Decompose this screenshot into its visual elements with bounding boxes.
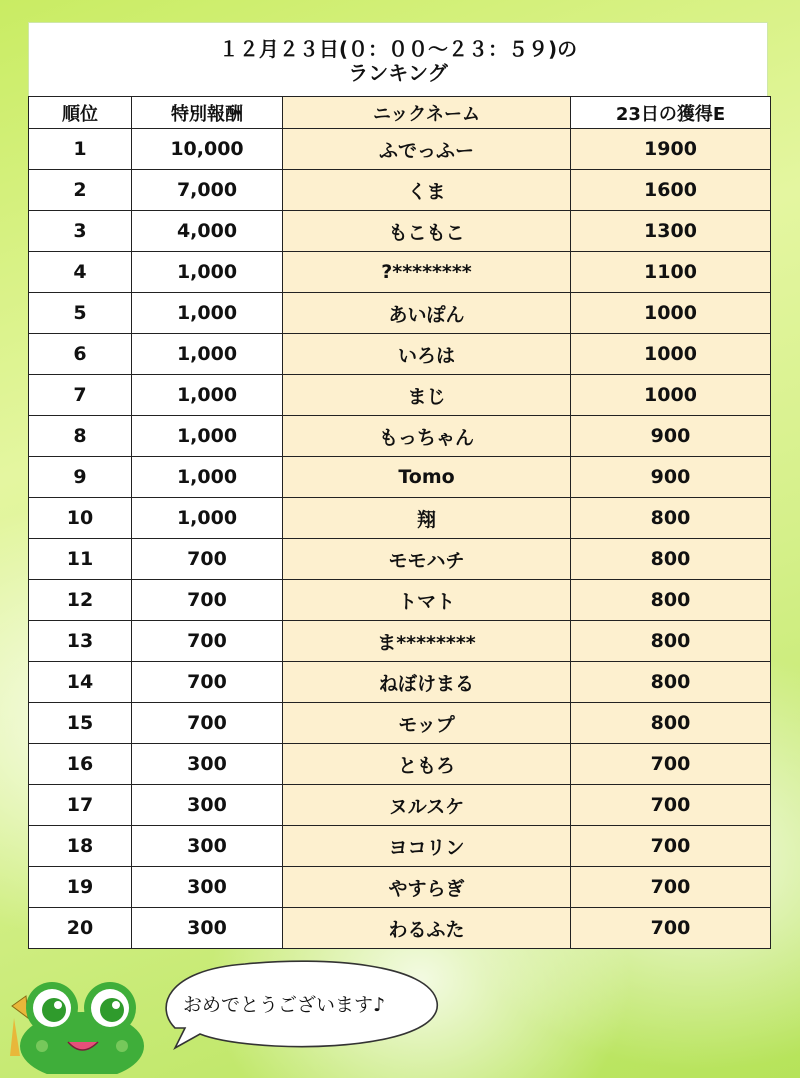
reward-cell: 700 (132, 539, 283, 580)
rank-cell: 19 (29, 867, 132, 908)
earned-cell: 700 (571, 908, 771, 949)
nickname-cell: もっちゃん (283, 416, 571, 457)
earned-cell: 1000 (571, 334, 771, 375)
header-earned: 23日の獲得E (571, 97, 771, 129)
header-nickname: ニックネーム (283, 97, 571, 129)
earned-cell: 900 (571, 416, 771, 457)
reward-cell: 1,000 (132, 375, 283, 416)
table-row (29, 744, 771, 785)
earned-cell: 700 (571, 867, 771, 908)
earned-cell: 800 (571, 498, 771, 539)
table-row (29, 293, 771, 334)
reward-cell: 300 (132, 908, 283, 949)
earned-cell: 800 (571, 539, 771, 580)
rank-cell: 5 (29, 293, 132, 334)
rank-cell: 16 (29, 744, 132, 785)
reward-cell: 700 (132, 580, 283, 621)
earned-cell: 900 (571, 457, 771, 498)
table-row (29, 908, 771, 949)
rank-cell: 18 (29, 826, 132, 867)
rank-cell: 9 (29, 457, 132, 498)
nickname-cell: ヨコリン (283, 826, 571, 867)
header-reward: 特別報酬 (132, 97, 283, 129)
table-body (29, 129, 771, 949)
earned-cell: 1600 (571, 170, 771, 211)
reward-cell: 7,000 (132, 170, 283, 211)
table-header-row (29, 97, 771, 129)
nickname-cell: ヌルスケ (283, 785, 571, 826)
rank-cell: 8 (29, 416, 132, 457)
table-row (29, 703, 771, 744)
earned-cell: 800 (571, 580, 771, 621)
nickname-cell: ふでっふー (283, 129, 571, 170)
nickname-cell: 翔 (283, 498, 571, 539)
reward-cell: 300 (132, 785, 283, 826)
reward-cell: 700 (132, 703, 283, 744)
reward-cell: 700 (132, 621, 283, 662)
reward-cell: 1,000 (132, 416, 283, 457)
rank-cell: 15 (29, 703, 132, 744)
table-row (29, 498, 771, 539)
earned-cell: 800 (571, 703, 771, 744)
nickname-cell: やすらぎ (283, 867, 571, 908)
nickname-cell: あいぽん (283, 293, 571, 334)
ranking-title (28, 22, 768, 96)
nickname-cell: もこもこ (283, 211, 571, 252)
header-rank: 順位 (29, 97, 132, 129)
nickname-cell: トマト (283, 580, 571, 621)
table-row (29, 170, 771, 211)
nickname-cell: いろは (283, 334, 571, 375)
earned-cell: 1100 (571, 252, 771, 293)
nickname-cell: モップ (283, 703, 571, 744)
table-row (29, 457, 771, 498)
earned-cell: 1300 (571, 211, 771, 252)
table-row (29, 785, 771, 826)
table-row (29, 867, 771, 908)
rank-cell: 4 (29, 252, 132, 293)
rank-cell: 12 (29, 580, 132, 621)
table-row (29, 416, 771, 457)
earned-cell: 800 (571, 621, 771, 662)
table-row (29, 826, 771, 867)
nickname-cell: わるふた (283, 908, 571, 949)
reward-cell: 4,000 (132, 211, 283, 252)
table-row (29, 211, 771, 252)
rank-cell: 20 (29, 908, 132, 949)
ranking-panel (28, 22, 768, 949)
reward-cell: 1,000 (132, 457, 283, 498)
rank-cell: 10 (29, 498, 132, 539)
rank-cell: 2 (29, 170, 132, 211)
nickname-cell: モモハチ (283, 539, 571, 580)
rank-cell: 13 (29, 621, 132, 662)
reward-cell: 300 (132, 867, 283, 908)
table-row (29, 662, 771, 703)
earned-cell: 700 (571, 826, 771, 867)
rank-cell: 14 (29, 662, 132, 703)
green-frog-mascot-icon (10, 978, 150, 1074)
earned-cell: 1900 (571, 129, 771, 170)
reward-cell: 300 (132, 826, 283, 867)
reward-cell: 10,000 (132, 129, 283, 170)
nickname-cell: ?******** (283, 252, 571, 293)
rank-cell: 1 (29, 129, 132, 170)
table-row (29, 580, 771, 621)
nickname-cell: ねぼけまる (283, 662, 571, 703)
title-line-1: １２月２３日(０：００～２３：５９)の (218, 37, 578, 61)
reward-cell: 300 (132, 744, 283, 785)
earned-cell: 700 (571, 744, 771, 785)
nickname-cell: くま (283, 170, 571, 211)
earned-cell: 800 (571, 662, 771, 703)
earned-cell: 700 (571, 785, 771, 826)
reward-cell: 1,000 (132, 498, 283, 539)
rank-cell: 6 (29, 334, 132, 375)
nickname-cell: Tomo (283, 457, 571, 498)
reward-cell: 1,000 (132, 252, 283, 293)
title-line-2: ランキング (348, 61, 448, 85)
reward-cell: 700 (132, 662, 283, 703)
table-row (29, 129, 771, 170)
congrats-message: おめでとうございます♪ (183, 994, 386, 1016)
table-row (29, 334, 771, 375)
table-row (29, 252, 771, 293)
rank-cell: 7 (29, 375, 132, 416)
nickname-cell: まじ (283, 375, 571, 416)
earned-cell: 1000 (571, 375, 771, 416)
nickname-cell: ま******** (283, 621, 571, 662)
rank-cell: 17 (29, 785, 132, 826)
rank-cell: 11 (29, 539, 132, 580)
reward-cell: 1,000 (132, 334, 283, 375)
table-row (29, 539, 771, 580)
table-row (29, 375, 771, 416)
rank-cell: 3 (29, 211, 132, 252)
reward-cell: 1,000 (132, 293, 283, 334)
earned-cell: 1000 (571, 293, 771, 334)
nickname-cell: ともろ (283, 744, 571, 785)
ranking-table (28, 96, 771, 949)
table-row (29, 621, 771, 662)
